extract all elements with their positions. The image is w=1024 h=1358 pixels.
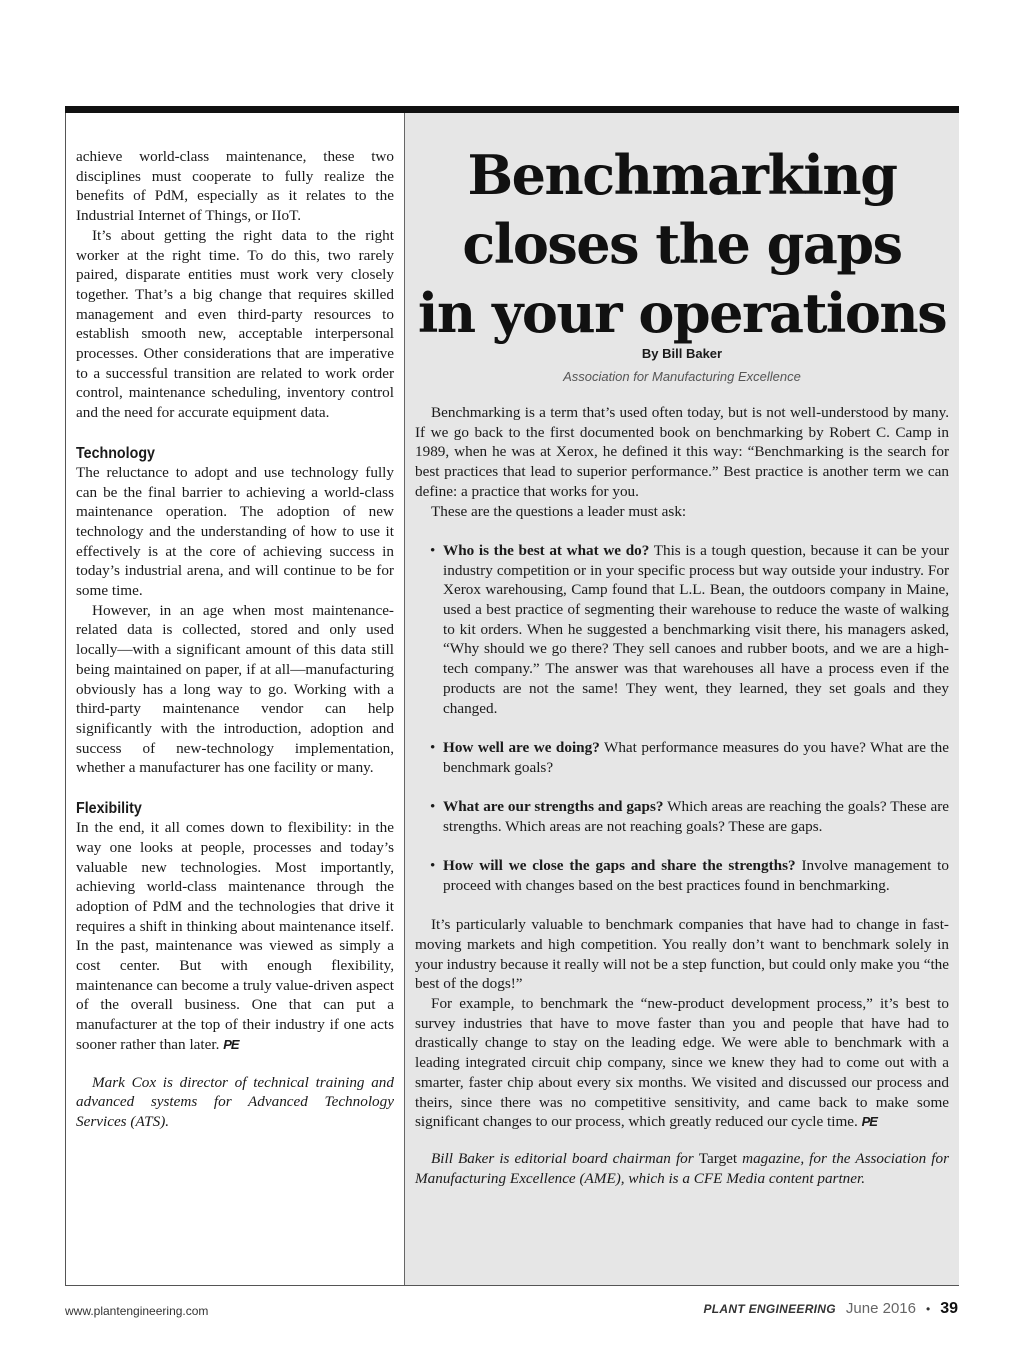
article-frame — [65, 113, 959, 1286]
paragraph — [76, 818, 394, 1054]
question-list — [415, 541, 949, 896]
list-item — [415, 856, 949, 895]
end-mark-icon: PE — [223, 1036, 239, 1052]
top-rule — [65, 106, 959, 113]
headline-line-3: in your operations — [417, 281, 947, 345]
left-column — [66, 113, 404, 1285]
paragraph: The reluctance to adopt and use technology fully can be the final barrier to achieving a world-class maintenance operation. The adoption of new technology and the understanding of how to use it effectively is at the core of achieving success in today’s industrial arena, and will continue to be for some time. — [76, 463, 394, 600]
publication-name: PLANT ENGINEERING — [703, 1302, 836, 1316]
question-bold: How will we close the gaps and share the strengths? — [443, 857, 796, 875]
bio-text: magazine, for the Association for Manufacturing Excellence (AME), which is a CFE Media content partner. — [415, 1149, 949, 1187]
sidebar-article — [404, 113, 959, 1285]
sidebar-article-text — [415, 403, 949, 1188]
paragraph — [415, 994, 949, 1132]
footer-folio — [703, 1300, 958, 1318]
page-number: 39 — [940, 1300, 958, 1317]
headline-line-2: closes the gaps — [462, 212, 902, 276]
bullet-icon: • — [430, 738, 436, 756]
paragraph: These are the questions a leader must ask: — [431, 502, 687, 520]
left-article-text — [76, 147, 394, 1132]
headline — [405, 141, 959, 348]
paragraph: However, in an age when most maintenance-related data is collected, stored and only used locally—with a significant amount of this data still being maintained on paper, if at all—manufacturing obviously has a long way to go. Working with a third-party maintenance vendor can help significantly with the introduction, adoption and success of new-technology implementation, whether a manufacturer has one facility or many. — [76, 601, 394, 777]
paragraph: It’s about getting the right data to the right worker at the right time. To do this, two rarely paired, disparate entities must work very closely together. That’s a big change that requires skilled management and even third-party resources to establish smooth new, acceptable interpersonal processes. Other considerations that are imperative to a successful transition are related to work order control, maintenance scheduling, inventory control and the need for accurate equipment data. — [76, 226, 394, 422]
question-text: Involve management to proceed with changes based on the best practices found in benchmarking. — [443, 857, 949, 894]
author-affiliation: Association for Manufacturing Excellence — [563, 369, 801, 384]
bullet-icon: • — [430, 798, 436, 816]
bio-magazine-name: Target — [698, 1149, 738, 1167]
footer-url: www.plantengineering.com — [65, 1304, 209, 1318]
author-bio: Mark Cox is director of technical training and advanced systems for Advanced Technology Services (ATS). — [76, 1073, 394, 1130]
paragraph: It’s particularly valuable to benchmark companies that have had to change in fast-moving markets and high competition. You really don’t want to benchmark solely in your industry because it really will not be a step function, but could only make you “the best of the dogs!” — [415, 916, 949, 993]
list-item — [415, 541, 949, 718]
bullet-icon: • — [430, 857, 436, 875]
end-mark-icon: PE — [861, 1114, 877, 1130]
question-text: What performance measures do you have? What are the benchmark goals? — [443, 738, 949, 776]
paragraph-text: For example, to benchmark the “new-product development process,” it’s best to survey industries that have to move faster than you and people that have had to drastically change to stay on the leading edge. We were able to benchmark with a leading integrated circuit chip company, since we knew they had to come out with a smarter, faster chip about every six months. We visited and discussed our process and theirs, since there was no competitive sensitivity, and came back to make some significant changes to our process, which greatly reduced our cycle time. — [415, 995, 949, 1131]
question-text: This is a tough question, because it can be your industry competition or in your specific process but way outside your industry. For Xerox warehousing, Camp found that L.L. Bean, the outdoors company in Maine, used a best practice of segmenting their warehouse to reduce the waste of walking to kit orders. When he suggested a benchmarking visit there, his managers asked, “Why should we go there? They sell canoes and rubber boots, and we are a high-tech company.” The answer was that warehouses all have a process even if the products are not the same! They went, they learned, they set goals and they changed. — [443, 541, 949, 717]
paragraph: Benchmarking is a term that’s used often today, but is not well-understood by many. If we go back to the first documented book on benchmarking by Robert C. Camp in 1989, when he was at Xerox, he defined it this way: “Benchmarking is the search for best practices that lead to superior performance.” Best practice is another term we can define: a practice that works for you. — [415, 404, 949, 500]
bio-text: Bill Baker is editorial board chairman for — [431, 1149, 699, 1167]
byline: By Bill Baker — [641, 346, 723, 361]
issue-date: June 2016 — [845, 1300, 916, 1317]
list-item — [415, 738, 949, 777]
author-bio — [415, 1149, 949, 1188]
paragraph-text: In the end, it all comes down to flexibility: in the way one looks at people, processes and today’s valuable new technologies. Most importantly, achieving world-class maintenance through the adoption of PdM and the technologies that drive it requires a shift in thinking about maintenance itself. In the past, maintenance was viewed as simply a cost center. But with enough flexibility, maintenance can become a truly value-driven aspect of the overall business. One that can put a manufacturer at the top of their industry if one acts sooner rather than later. — [76, 819, 394, 1053]
section-heading-technology: Technology — [76, 444, 155, 462]
headline-line-1: Benchmarking — [467, 143, 897, 207]
section-heading-flexibility: Flexibility — [76, 800, 142, 818]
paragraph: achieve world-class maintenance, these two disciplines must cooperate to fully realize the benefits of PdM, especially as it relates to the Industrial Internet of Things, or IIoT. — [76, 148, 394, 225]
question-text: Which areas are reaching the goals? These are strengths. Which areas are not reaching goals? These are gaps. — [443, 798, 949, 835]
list-item — [415, 797, 949, 836]
question-bold: What are our strengths and gaps? — [443, 798, 664, 816]
question-bold: How well are we doing? — [443, 738, 600, 756]
bullet-icon: • — [430, 541, 436, 559]
question-bold: Who is the best at what we do? — [443, 541, 650, 559]
separator: • — [926, 1302, 931, 1316]
